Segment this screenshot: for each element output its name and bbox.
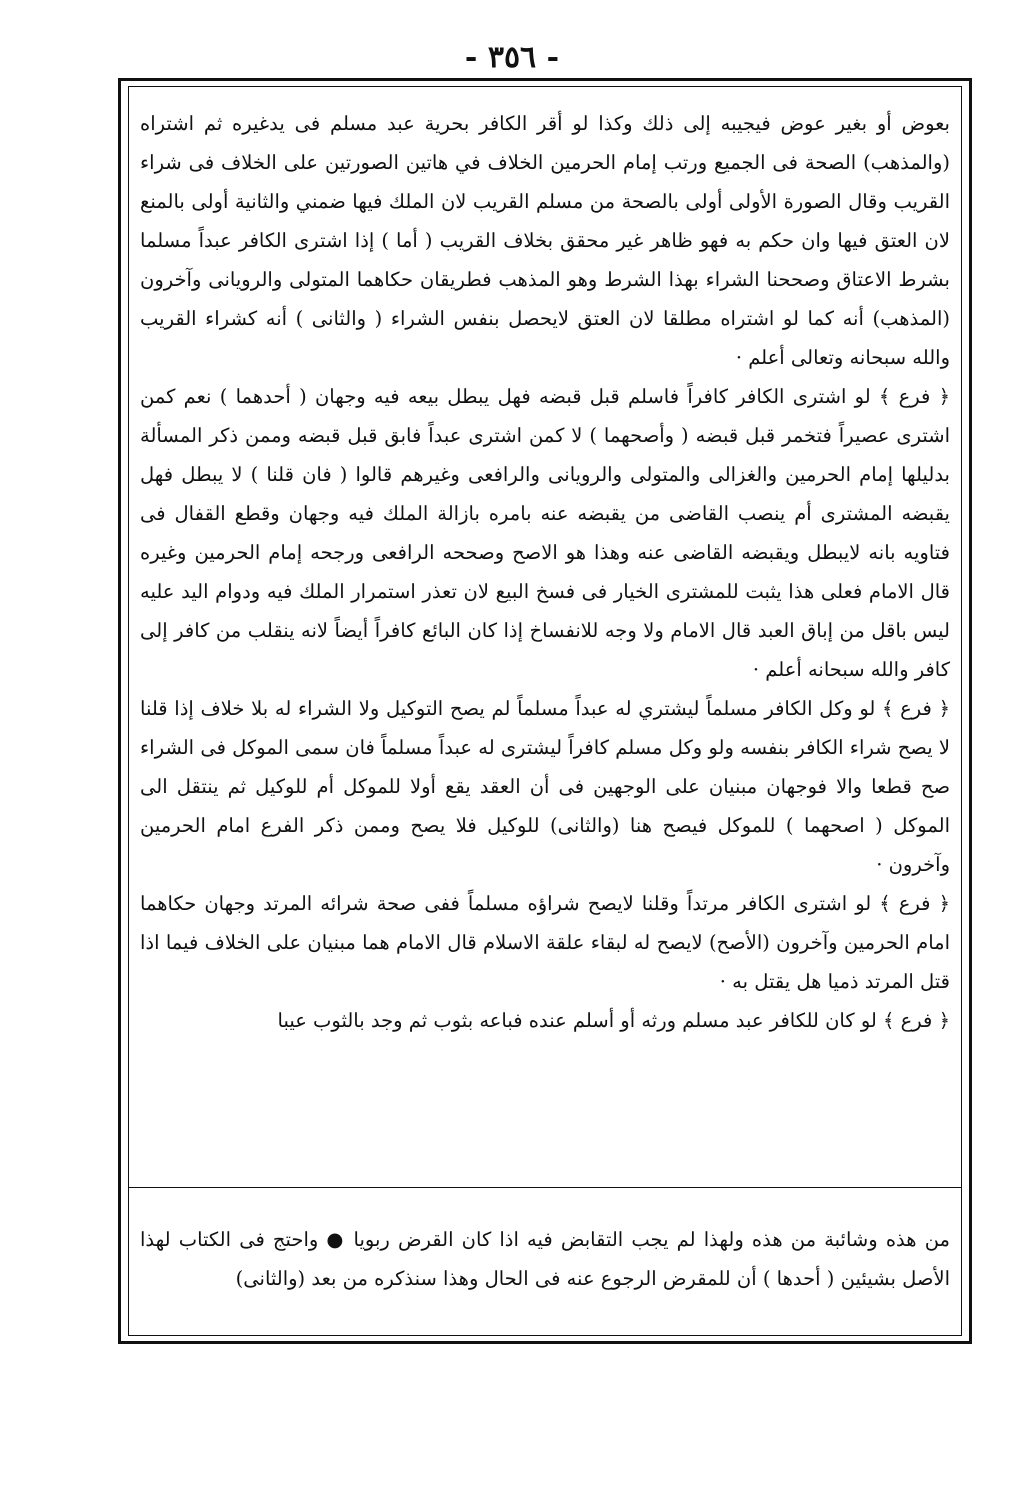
paragraph: ﴿ فرع ﴾ لو اشترى الكافر مرتداً وقلنا لايصح شراؤه مسلماً ففى صحة شرائه المرتد وجهان حكاهما امام الحرمين وآخرون (الأصح) لايصح له لبقاء علقة الاسلام قال الامام هما مبنيان على الخلاف فيما اذا قتل المرتد ذميا هل يقتل به · bbox=[140, 892, 950, 993]
paragraph: بعوض أو بغير عوض فيجيبه إلى ذلك وكذا لو أقر الكافر بحرية عبد مسلم فى يدغيره ثم اشتراه (والمذهب) الصحة فى الجميع ورتب إمام الحرمين الخلاف في هاتين الصورتين على الخلاف فى شراء القريب وقال الصورة الأولى أولى بالصحة من مسلم القريب لان الملك فيها ضمني والثانية أولى بالمنع لان العتق فيها وان حكم به فهو ظاهر غير محقق بخلاف القريب ( أما ) إذا اشترى الكافر عبداً مسلما بشرط الاعتاق وصححنا الشراء بهذا الشرط وهو المذهب فطريقان حكاهما المتولى والرويانى وآخرون (المذهب) أنه كما لو اشتراه مطلقا لان العتق لايحصل بنفس الشراء ( والثانى ) أنه كشراء القريب والله سبحانه وتعالى أعلم · bbox=[140, 112, 950, 369]
footnote-text bbox=[140, 1220, 950, 1298]
paragraph: ﴿ فرع ﴾ لو كان للكافر عبد مسلم ورثه أو أسلم عنده فباعه بثوب ثم وجد بالثوب عيبا bbox=[277, 1009, 950, 1032]
paragraph: ﴿ فرع ﴾ لو وكل الكافر مسلماً ليشتري له عبداً مسلماً لم يصح التوكيل ولا الشراء له بلا خلاف إذا قلنا لا يصح شراء الكافر بنفسه ولو وكل مسلم كافراً ليشترى له عبداً مسلماً فان سمى الموكل فى الشراء صح قطعا والا فوجهان مبنيان على الوجهين فى أن العقد يقع أولا للموكل أم للوكيل ثم ينتقل الى الموكل ( اصحهما ) للموكل فيصح هنا (والثانى) للوكيل فلا يصح وممن ذكر الفرع امام الحرمين وآخرون · bbox=[140, 697, 950, 876]
paragraph: ﴿ فرع ﴾ لو اشترى الكافر كافراً فاسلم قبل قبضه فهل يبطل بيعه فيه وجهان ( أحدهما ) نعم كمن اشترى عصيراً فتخمر قبل قبضه ( وأصحهما ) لا كمن اشترى عبداً فابق قبل قبضه وممن ذكر المسألة بدليلها إمام الحرمين والغزالى والمتولى والرويانى والرافعى وغيرهم قالوا ( فان قلنا ) لا يبطل فهل يقبضه المشترى أم ينصب القاضى من يقبضه عنه بامره بازالة الملك فيه وجهان وقطع القفال فى فتاويه بانه لايبطل ويقبضه القاضى عنه وهذا هو الاصح وصححه الرافعى ورجحه إمام الحرمين وغيره قال الامام فعلى هذا يثبت للمشترى الخيار فى فسخ البيع لان تعذر استمرار الملك فيه ودوام اليد عليه ليس باقل من إباق العبد قال الامام ولا وجه للانفساخ إذا كان البائع كافراً أيضاً لانه ينقلب من كافر إلى كافر والله سبحانه أعلم · bbox=[140, 385, 950, 681]
page-number: - ٣٥٦ - bbox=[464, 40, 560, 75]
footnote-divider bbox=[128, 1187, 962, 1188]
main-text bbox=[140, 104, 950, 1040]
footnote-paragraph: من هذه وشائبة من هذه ولهذا لم يجب التقابض فيه اذا كان القرض ربويا ● واحتج فى الكتاب لهذا الأصل بشيئين ( أحدها ) أن للمقرض الرجوع عنه فى الحال وهذا سنذكره من بعد (والثانى) bbox=[140, 1228, 950, 1290]
